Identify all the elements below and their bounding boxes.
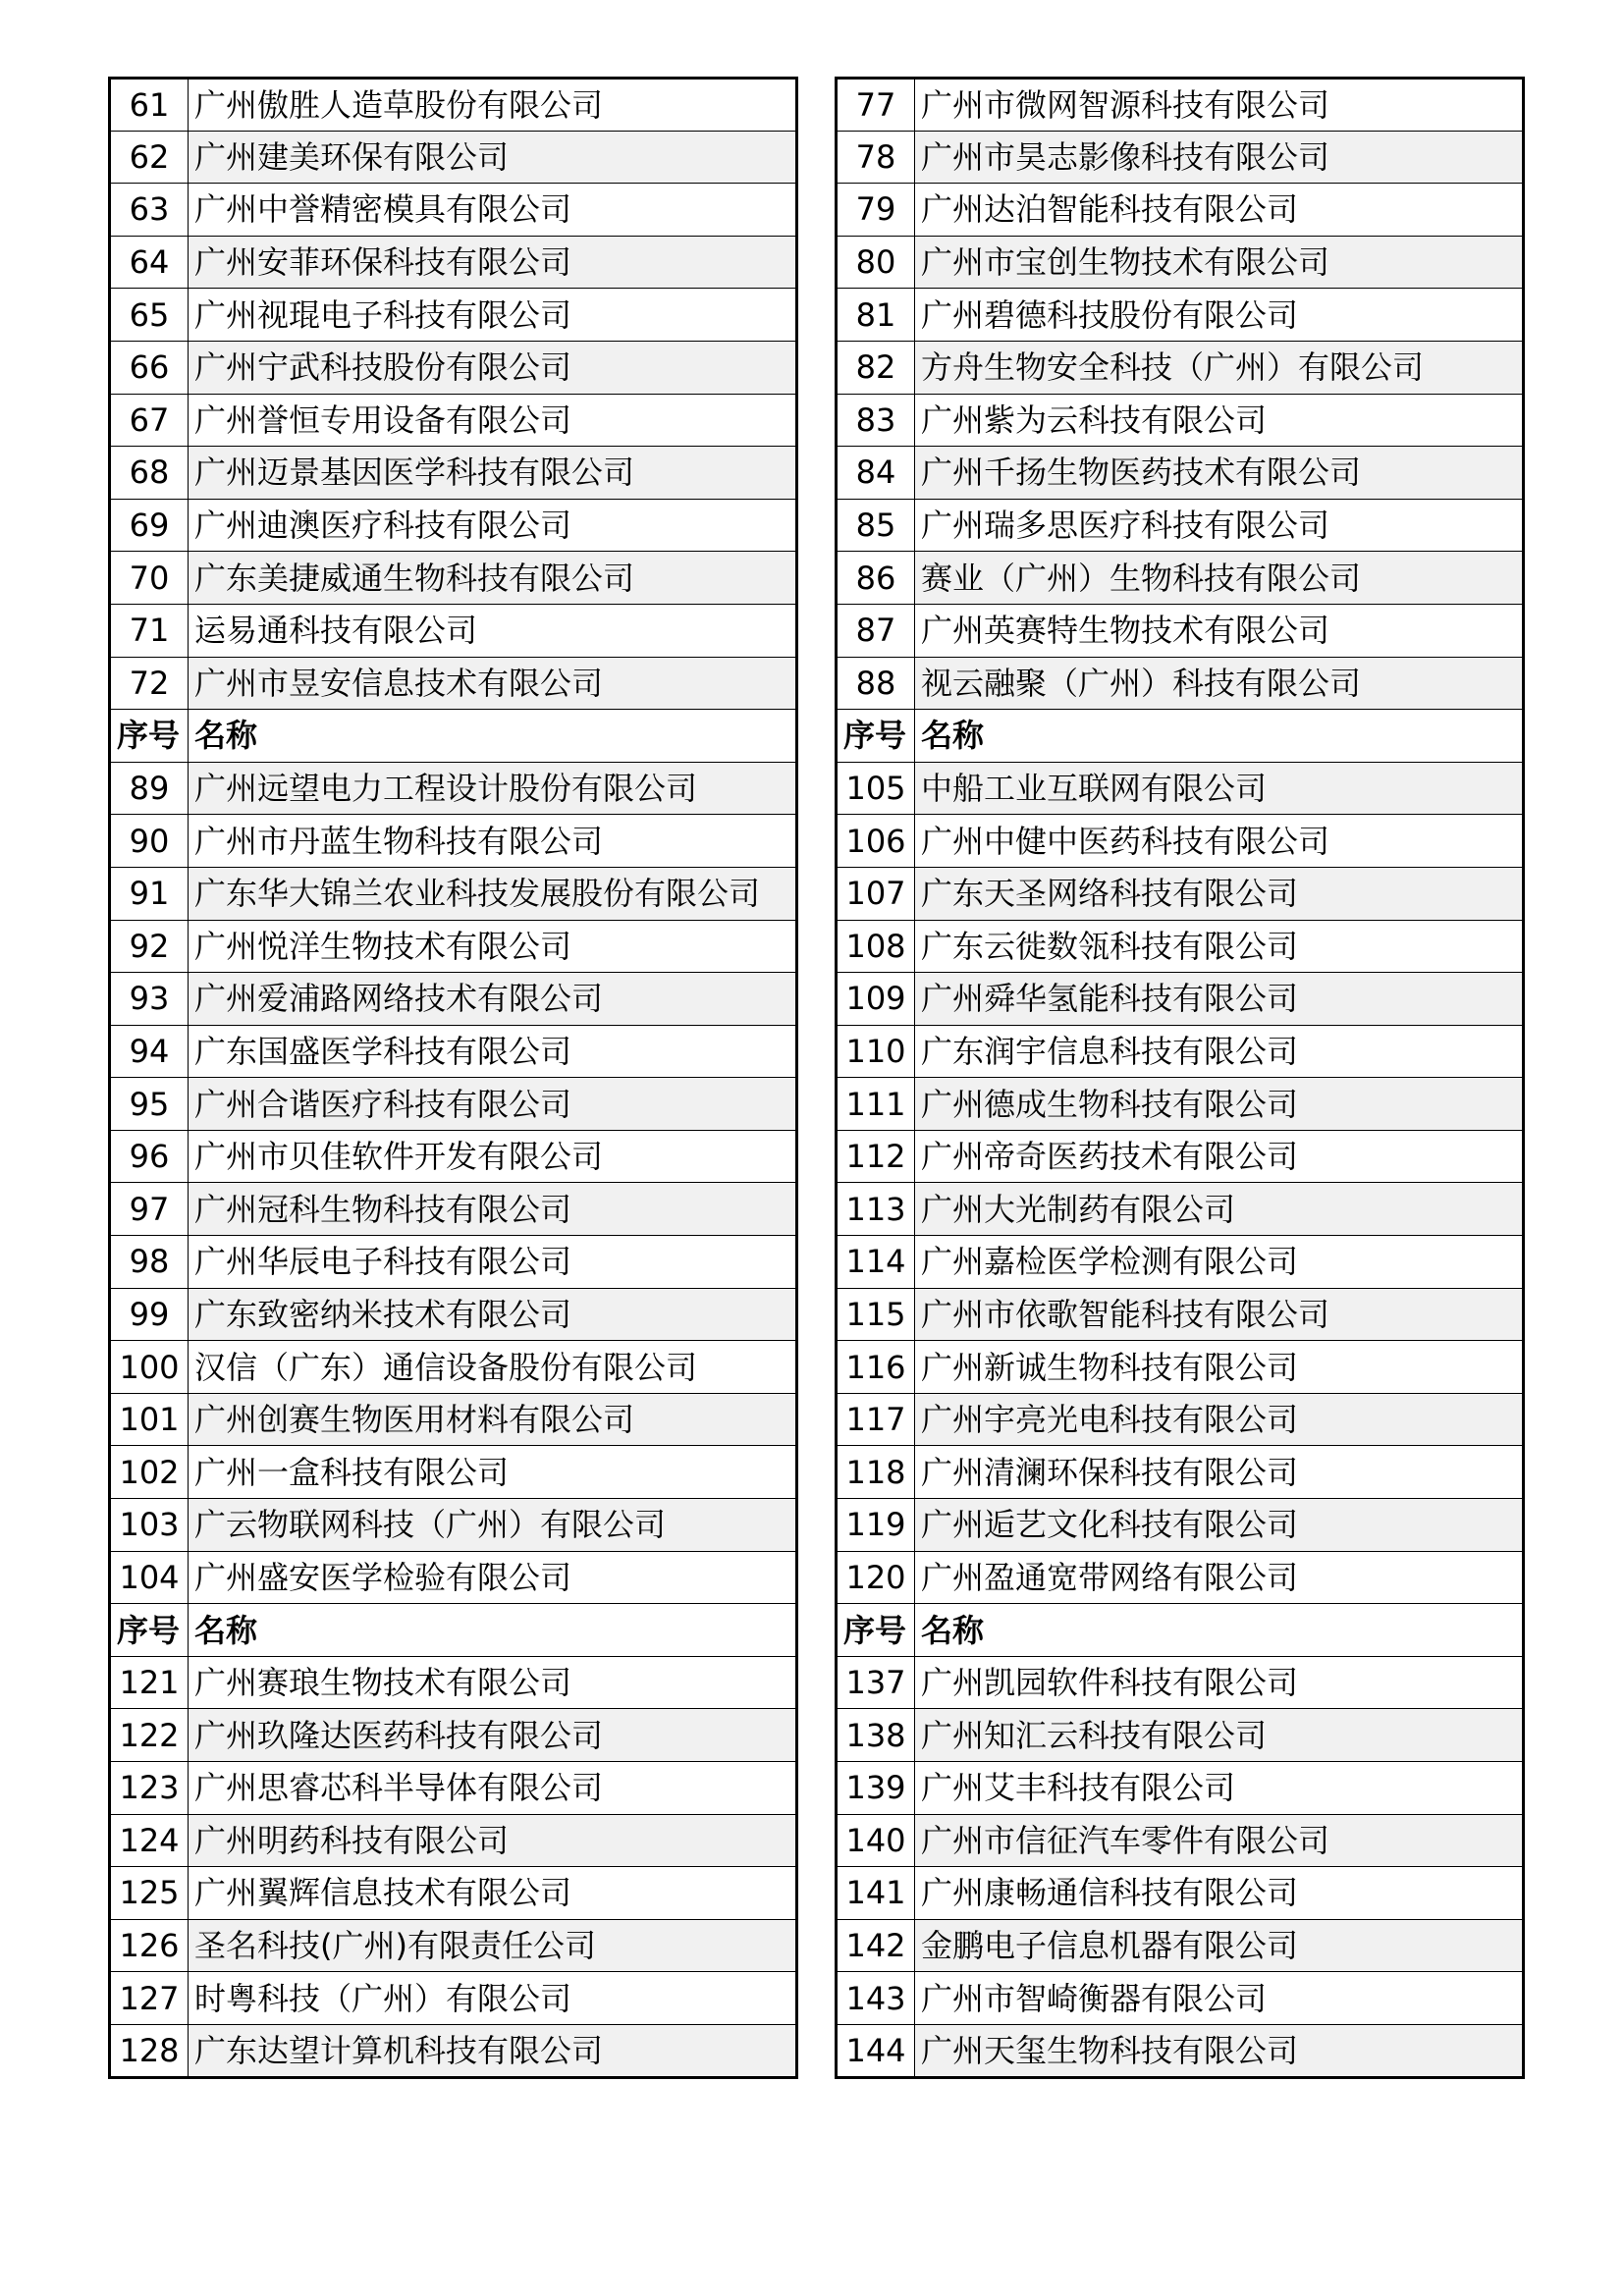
serial-number: 106	[837, 815, 915, 868]
company-name: 广州思睿芯科半导体有限公司	[189, 1762, 797, 1815]
company-name: 广州紫为云科技有限公司	[915, 394, 1524, 447]
table-row	[110, 1919, 797, 1972]
serial-number: 142	[837, 1919, 915, 1972]
company-name: 广州嘉检医学检测有限公司	[915, 1236, 1524, 1289]
table-row	[110, 184, 797, 237]
table-row	[837, 1919, 1524, 1972]
serial-number: 100	[110, 1341, 189, 1394]
serial-number: 107	[837, 867, 915, 920]
serial-number: 140	[837, 1814, 915, 1867]
table-row	[837, 1814, 1524, 1867]
company-name: 广州爱浦路网络技术有限公司	[189, 973, 797, 1026]
company-name: 时粤科技（广州）有限公司	[189, 1972, 797, 2025]
serial-number: 70	[110, 552, 189, 605]
table-row	[837, 184, 1524, 237]
table-row	[837, 604, 1524, 657]
serial-number: 97	[110, 1183, 189, 1236]
company-name: 广州清澜环保科技有限公司	[915, 1446, 1524, 1499]
company-name: 方舟生物安全科技（广州）有限公司	[915, 341, 1524, 394]
table-row	[110, 1130, 797, 1183]
serial-number: 120	[837, 1551, 915, 1604]
company-name: 广州千扬生物医药技术有限公司	[915, 447, 1524, 500]
serial-number: 141	[837, 1867, 915, 1920]
serial-number: 85	[837, 499, 915, 552]
company-name: 广州视琨电子科技有限公司	[189, 289, 797, 342]
company-name: 广州大光制药有限公司	[915, 1183, 1524, 1236]
company-name: 广州市智崎衡器有限公司	[915, 1972, 1524, 2025]
right-table-body	[837, 79, 1524, 2078]
table-row	[110, 1341, 797, 1394]
table-row	[837, 1341, 1524, 1394]
company-name: 广州迈景基因医学科技有限公司	[189, 447, 797, 500]
company-name: 广州市依歌智能科技有限公司	[915, 1288, 1524, 1341]
table-row	[837, 499, 1524, 552]
company-name: 汉信（广东）通信设备股份有限公司	[189, 1341, 797, 1394]
company-name: 视云融聚（广州）科技有限公司	[915, 657, 1524, 710]
company-name: 广东美捷威通生物科技有限公司	[189, 552, 797, 605]
serial-number: 84	[837, 447, 915, 500]
left-company-table	[108, 77, 798, 2079]
serial-number: 68	[110, 447, 189, 500]
table-row	[110, 79, 797, 132]
company-name: 广州市昊志影像科技有限公司	[915, 131, 1524, 184]
company-name: 运易通科技有限公司	[189, 604, 797, 657]
serial-number: 113	[837, 1183, 915, 1236]
serial-number: 109	[837, 973, 915, 1026]
company-name: 广州中健中医药科技有限公司	[915, 815, 1524, 868]
table-row	[110, 447, 797, 500]
table-row	[110, 394, 797, 447]
serial-number: 114	[837, 1236, 915, 1289]
company-name: 广州冠科生物科技有限公司	[189, 1183, 797, 1236]
company-name: 圣名科技(广州)有限责任公司	[189, 1919, 797, 1972]
serial-number: 64	[110, 236, 189, 289]
serial-number: 105	[837, 762, 915, 815]
serial-number: 89	[110, 762, 189, 815]
serial-number: 128	[110, 2024, 189, 2077]
table-row	[110, 604, 797, 657]
table-row	[110, 1393, 797, 1446]
serial-number: 83	[837, 394, 915, 447]
table-row	[837, 1130, 1524, 1183]
serial-number: 66	[110, 341, 189, 394]
serial-number: 77	[837, 79, 915, 132]
table-row	[110, 762, 797, 815]
table-row	[837, 1762, 1524, 1815]
serial-number: 92	[110, 920, 189, 973]
header-name-label: 名称	[915, 1604, 1524, 1657]
table-row	[110, 1709, 797, 1762]
company-name: 广州华辰电子科技有限公司	[189, 1236, 797, 1289]
serial-number: 123	[110, 1762, 189, 1815]
company-name: 广州瑞多思医疗科技有限公司	[915, 499, 1524, 552]
serial-number: 115	[837, 1288, 915, 1341]
table-row	[110, 2024, 797, 2077]
company-name: 广州帝奇医药技术有限公司	[915, 1130, 1524, 1183]
serial-number: 95	[110, 1078, 189, 1131]
company-name: 广州誉恒专用设备有限公司	[189, 394, 797, 447]
serial-number: 118	[837, 1446, 915, 1499]
table-row	[837, 973, 1524, 1026]
serial-number: 117	[837, 1393, 915, 1446]
table-row	[837, 815, 1524, 868]
serial-number: 87	[837, 604, 915, 657]
serial-number: 110	[837, 1025, 915, 1078]
serial-number: 63	[110, 184, 189, 237]
table-row	[110, 552, 797, 605]
company-name: 中船工业互联网有限公司	[915, 762, 1524, 815]
table-row	[110, 1867, 797, 1920]
serial-number: 108	[837, 920, 915, 973]
company-name: 广州凯园软件科技有限公司	[915, 1656, 1524, 1709]
serial-number: 86	[837, 552, 915, 605]
company-name: 广州一盒科技有限公司	[189, 1446, 797, 1499]
table-row	[837, 1446, 1524, 1499]
company-name: 广州翼辉信息技术有限公司	[189, 1867, 797, 1920]
serial-number: 125	[110, 1867, 189, 1920]
company-name: 广州达泊智能科技有限公司	[915, 184, 1524, 237]
table-row	[837, 867, 1524, 920]
table-row	[110, 289, 797, 342]
table-row	[837, 394, 1524, 447]
left-table-body	[110, 79, 797, 2078]
table-row	[110, 1972, 797, 2025]
serial-number: 124	[110, 1814, 189, 1867]
table-row	[837, 1288, 1524, 1341]
table-row	[110, 1814, 797, 1867]
company-name: 广东致密纳米技术有限公司	[189, 1288, 797, 1341]
table-row	[837, 1078, 1524, 1131]
serial-number: 71	[110, 604, 189, 657]
serial-number: 98	[110, 1236, 189, 1289]
table-row	[110, 499, 797, 552]
company-name: 广州市丹蓝生物科技有限公司	[189, 815, 797, 868]
table-row	[837, 1551, 1524, 1604]
serial-number: 81	[837, 289, 915, 342]
serial-number: 94	[110, 1025, 189, 1078]
serial-number: 121	[110, 1656, 189, 1709]
serial-number: 99	[110, 1288, 189, 1341]
header-name-label: 名称	[189, 1604, 797, 1657]
company-name: 广州盛安医学检验有限公司	[189, 1551, 797, 1604]
serial-number: 101	[110, 1393, 189, 1446]
table-header-row	[110, 1604, 797, 1657]
company-name: 广州创赛生物医用材料有限公司	[189, 1393, 797, 1446]
table-row	[837, 1236, 1524, 1289]
table-header-row	[110, 710, 797, 763]
serial-number: 111	[837, 1078, 915, 1131]
table-row	[110, 1183, 797, 1236]
company-name: 广州市信征汽车零件有限公司	[915, 1814, 1524, 1867]
table-row	[110, 341, 797, 394]
header-serial-label: 序号	[110, 710, 189, 763]
company-name: 广州市昱安信息技术有限公司	[189, 657, 797, 710]
serial-number: 93	[110, 973, 189, 1026]
serial-number: 88	[837, 657, 915, 710]
company-name: 广州市宝创生物技术有限公司	[915, 236, 1524, 289]
table-row	[837, 552, 1524, 605]
company-name: 广州艾丰科技有限公司	[915, 1762, 1524, 1815]
serial-number: 90	[110, 815, 189, 868]
table-row	[837, 447, 1524, 500]
serial-number: 78	[837, 131, 915, 184]
table-header-row	[837, 1604, 1524, 1657]
table-row	[837, 920, 1524, 973]
serial-number: 72	[110, 657, 189, 710]
company-name: 广州逅艺文化科技有限公司	[915, 1499, 1524, 1552]
company-name: 广州中誉精密模具有限公司	[189, 184, 797, 237]
table-row	[837, 289, 1524, 342]
right-company-table	[835, 77, 1525, 2079]
company-name: 广州明药科技有限公司	[189, 1814, 797, 1867]
serial-number: 103	[110, 1499, 189, 1552]
serial-number: 119	[837, 1499, 915, 1552]
table-row	[837, 1499, 1524, 1552]
header-serial-label: 序号	[837, 1604, 915, 1657]
company-name: 广州玖隆达医药科技有限公司	[189, 1709, 797, 1762]
table-row	[110, 1656, 797, 1709]
company-name: 广州迪澳医疗科技有限公司	[189, 499, 797, 552]
table-row	[110, 1078, 797, 1131]
company-name: 广州市贝佳软件开发有限公司	[189, 1130, 797, 1183]
serial-number: 139	[837, 1762, 915, 1815]
company-name: 广州宁武科技股份有限公司	[189, 341, 797, 394]
company-name: 广州德成生物科技有限公司	[915, 1078, 1524, 1131]
serial-number: 79	[837, 184, 915, 237]
table-row	[837, 1867, 1524, 1920]
company-name: 广州安菲环保科技有限公司	[189, 236, 797, 289]
table-row	[110, 1025, 797, 1078]
company-name: 广东华大锦兰农业科技发展股份有限公司	[189, 867, 797, 920]
serial-number: 91	[110, 867, 189, 920]
company-name: 广东云徙数瓴科技有限公司	[915, 920, 1524, 973]
company-name: 广东达望计算机科技有限公司	[189, 2024, 797, 2077]
table-row	[110, 867, 797, 920]
company-name: 广州知汇云科技有限公司	[915, 1709, 1524, 1762]
table-row	[110, 1236, 797, 1289]
table-row	[837, 762, 1524, 815]
company-name: 广州新诚生物科技有限公司	[915, 1341, 1524, 1394]
serial-number: 61	[110, 79, 189, 132]
serial-number: 104	[110, 1551, 189, 1604]
company-name: 广州康畅通信科技有限公司	[915, 1867, 1524, 1920]
table-row	[837, 79, 1524, 132]
table-row	[110, 236, 797, 289]
serial-number: 102	[110, 1446, 189, 1499]
table-row	[837, 1025, 1524, 1078]
company-name: 广州舜华氢能科技有限公司	[915, 973, 1524, 1026]
company-name: 广州宇亮光电科技有限公司	[915, 1393, 1524, 1446]
table-header-row	[837, 710, 1524, 763]
table-row	[837, 1393, 1524, 1446]
company-name: 广州合谐医疗科技有限公司	[189, 1078, 797, 1131]
table-row	[837, 341, 1524, 394]
serial-number: 65	[110, 289, 189, 342]
serial-number: 126	[110, 1919, 189, 1972]
serial-number: 116	[837, 1341, 915, 1394]
company-name: 广州赛琅生物技术有限公司	[189, 1656, 797, 1709]
table-row	[110, 1762, 797, 1815]
header-name-label: 名称	[189, 710, 797, 763]
table-row	[837, 236, 1524, 289]
company-name: 广州傲胜人造草股份有限公司	[189, 79, 797, 132]
serial-number: 112	[837, 1130, 915, 1183]
header-name-label: 名称	[915, 710, 1524, 763]
table-row	[837, 2024, 1524, 2077]
company-name: 广州盈通宽带网络有限公司	[915, 1551, 1524, 1604]
serial-number: 67	[110, 394, 189, 447]
table-row	[837, 1709, 1524, 1762]
table-row	[110, 815, 797, 868]
table-row	[837, 1656, 1524, 1709]
table-row	[110, 1551, 797, 1604]
company-name: 广州英赛特生物技术有限公司	[915, 604, 1524, 657]
table-row	[837, 657, 1524, 710]
table-row	[837, 131, 1524, 184]
company-name: 广东天圣网络科技有限公司	[915, 867, 1524, 920]
serial-number: 96	[110, 1130, 189, 1183]
table-row	[110, 1499, 797, 1552]
table-row	[110, 920, 797, 973]
company-name: 广云物联网科技（广州）有限公司	[189, 1499, 797, 1552]
company-name: 广东国盛医学科技有限公司	[189, 1025, 797, 1078]
table-row	[837, 1972, 1524, 2025]
company-name: 广州碧德科技股份有限公司	[915, 289, 1524, 342]
serial-number: 143	[837, 1972, 915, 2025]
company-name: 广州悦洋生物技术有限公司	[189, 920, 797, 973]
table-row	[837, 1183, 1524, 1236]
company-name: 广州建美环保有限公司	[189, 131, 797, 184]
table-row	[110, 973, 797, 1026]
header-serial-label: 序号	[837, 710, 915, 763]
serial-number: 122	[110, 1709, 189, 1762]
company-name: 广州天玺生物科技有限公司	[915, 2024, 1524, 2077]
company-name: 广州远望电力工程设计股份有限公司	[189, 762, 797, 815]
company-name: 广州市微网智源科技有限公司	[915, 79, 1524, 132]
company-name: 广东润宇信息科技有限公司	[915, 1025, 1524, 1078]
company-name: 金鹏电子信息机器有限公司	[915, 1919, 1524, 1972]
serial-number: 138	[837, 1709, 915, 1762]
serial-number: 69	[110, 499, 189, 552]
serial-number: 82	[837, 341, 915, 394]
serial-number: 137	[837, 1656, 915, 1709]
table-row	[110, 1288, 797, 1341]
serial-number: 62	[110, 131, 189, 184]
serial-number: 80	[837, 236, 915, 289]
company-name: 赛业（广州）生物科技有限公司	[915, 552, 1524, 605]
serial-number: 127	[110, 1972, 189, 2025]
table-row	[110, 657, 797, 710]
table-row	[110, 1446, 797, 1499]
header-serial-label: 序号	[110, 1604, 189, 1657]
table-row	[110, 131, 797, 184]
serial-number: 144	[837, 2024, 915, 2077]
